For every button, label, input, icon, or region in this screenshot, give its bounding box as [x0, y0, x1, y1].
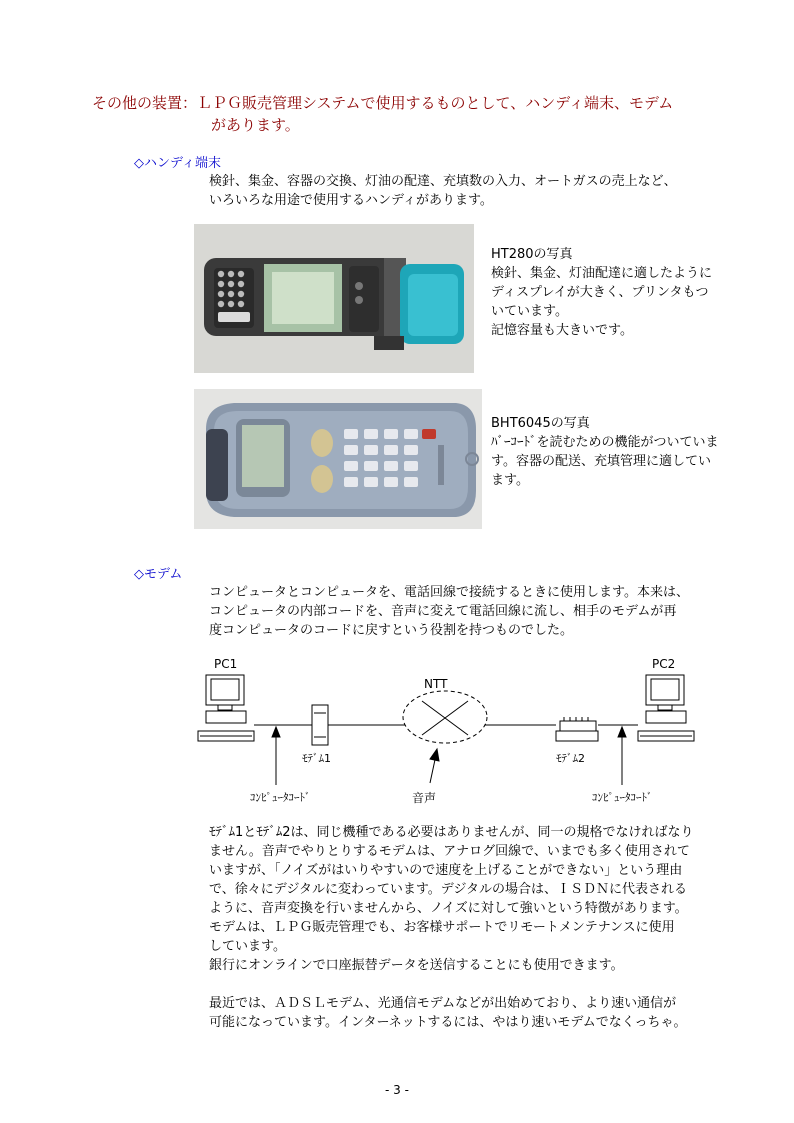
modem-diagram: [190, 655, 710, 815]
pc2-label: PC2: [652, 657, 676, 671]
caption-line: HT280の写真: [491, 247, 573, 262]
caption-line: 記憶容量も大きいです。: [491, 323, 633, 338]
modem-title: ◇モデム: [134, 567, 183, 582]
modem-recent-paragraph: [209, 994, 687, 1032]
section-heading-line2: があります。: [211, 116, 300, 134]
pc1-computer-icon: [198, 675, 254, 741]
text-line: いますが、「ノイズがはいりやすいので速度を上げることができない」という理由: [209, 863, 683, 878]
caption-line: 検針、集金、灯油配達に適したように: [491, 266, 713, 281]
text-line: 度コンピュータのコードに戻すという役割を持つものでした。: [209, 623, 574, 638]
computer-code-left-label: ｺﾝﾋﾟｭｰﾀｺｰﾄﾞ: [250, 791, 311, 804]
handy-terminal-title: ◇ハンディ端末: [134, 156, 221, 171]
text-line: モデムは、ＬＰＧ販売管理でも、お客様サポートでリモートメンテナンスに使用: [209, 920, 675, 935]
voice-label: 音声: [412, 791, 437, 805]
ht280-caption: [491, 245, 712, 340]
text-line: コンピュータの内部コードを、音声に変えて電話回線に流し、相手のモデムが再: [209, 604, 677, 619]
text-line: 可能になっています。インターネットするには、やはり速いモデムでなくっちゃ。: [209, 1015, 687, 1030]
caption-line: す。容器の配送、充填管理に適してい: [491, 454, 711, 469]
bht6045-caption: [491, 414, 719, 490]
modem2-icon: [556, 717, 598, 741]
text-line: しています。: [209, 939, 286, 954]
modem-body-paragraph: [209, 823, 694, 975]
ntt-network-icon: [403, 691, 487, 743]
caption-line: ます。: [491, 473, 529, 488]
text-line: ﾓﾃﾞﾑ1とﾓﾃﾞﾑ2は、同じ機種である必要はありませんが、同一の規格でなければなり: [209, 825, 694, 840]
pc2-computer-icon: [638, 675, 694, 741]
ntt-label: NTT: [424, 677, 448, 691]
text-line: ません。音声でやりとりするモデムは、アナログ回線で、いまでも多く使用されて: [209, 844, 690, 859]
text-line: いろいろな用途で使用するハンディがあります。: [209, 193, 493, 208]
modem1-icon: [312, 705, 328, 745]
text-line: ように、音声変換を行いませんから、ノイズに対して強いという特徴があります。: [209, 901, 688, 916]
modem1-label: ﾓﾃﾞﾑ1: [302, 752, 331, 765]
text-line: コンピュータとコンピュータを、電話回線で接続するときに使用します。本来は、: [209, 585, 689, 600]
handy-intro: [209, 172, 677, 210]
ht280-photo: [194, 224, 474, 373]
caption-line: ディスプレイが大きく、プリンタもつ: [491, 285, 709, 300]
pc1-label: PC1: [214, 657, 238, 671]
modem2-label: ﾓﾃﾞﾑ2: [556, 752, 585, 765]
bht6045-photo: [194, 389, 482, 529]
modem-intro: [209, 583, 689, 640]
text-line: で、徐々にデジタルに変わっています。デジタルの場合は、ＩＳＤＮに代表される: [209, 882, 688, 897]
text-line: 検針、集金、容器の交換、灯油の配達、充填数の入力、オートガスの売上など、: [209, 174, 677, 189]
caption-line: BHT6045の写真: [491, 416, 590, 431]
computer-code-right-label: ｺﾝﾋﾟｭｰﾀｺｰﾄﾞ: [592, 791, 653, 804]
caption-line: ﾊﾞｰｺｰﾄﾞを読むための機能がついていま: [491, 435, 719, 450]
text-line: 銀行にオンラインで口座振替データを送信することにも使用できます。: [209, 958, 624, 973]
text-line: 最近では、ＡＤＳＬモデム、光通信モデムなどが出始めており、より速い通信が: [209, 996, 677, 1011]
page-number: - 3 -: [385, 1083, 409, 1097]
section-heading-line1: その他の装置：ＬＰＧ販売管理システムで使用するものとして、ハンディ端末、モデム: [92, 94, 674, 112]
caption-line: いています。: [491, 304, 568, 319]
